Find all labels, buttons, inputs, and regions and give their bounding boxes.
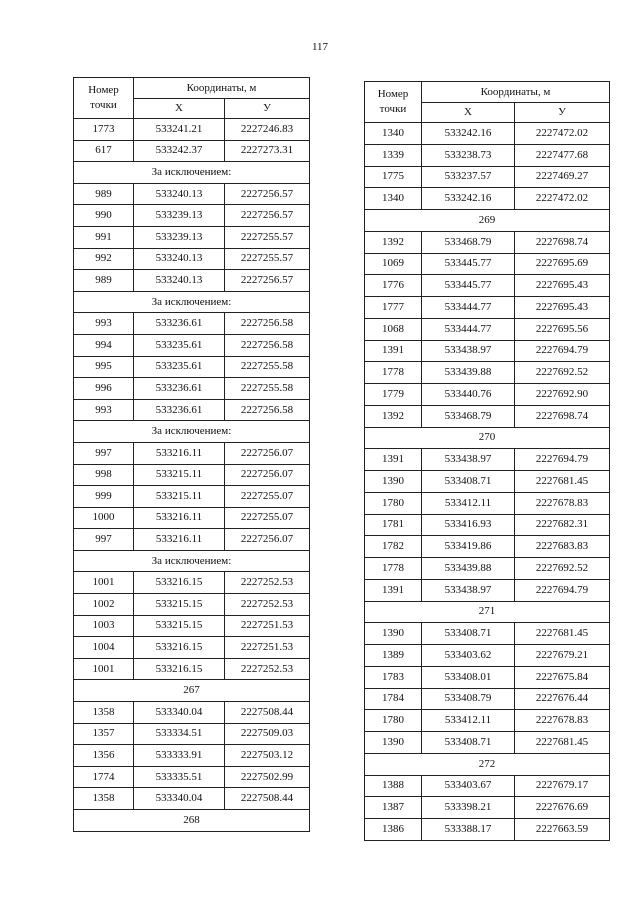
x-coordinate-cell: 533240.13: [134, 270, 225, 292]
point-number-cell: 1782: [365, 536, 422, 558]
point-number-cell: 1000: [74, 507, 134, 529]
point-number-cell: 1388: [365, 775, 422, 797]
x-coordinate-cell: 533236.61: [134, 313, 225, 335]
y-column-header: У: [225, 99, 310, 119]
table-row: [365, 797, 610, 819]
table-row: [74, 119, 310, 141]
x-coordinate-cell: 533440.76: [422, 384, 515, 406]
x-coordinate-cell: 533438.97: [422, 579, 515, 601]
table-row: [365, 666, 610, 688]
point-number-cell: 617: [74, 140, 134, 162]
x-coordinate-cell: 533239.13: [134, 205, 225, 227]
table-row: [365, 449, 610, 471]
y-coordinate-cell: 2227675.84: [515, 666, 610, 688]
table-row: [74, 205, 310, 227]
point-number-cell: 1775: [365, 166, 422, 188]
y-coordinate-cell: 2227256.07: [225, 464, 310, 486]
y-coordinate-cell: 2227679.21: [515, 645, 610, 667]
y-coordinate-cell: 2227681.45: [515, 623, 610, 645]
section-label: За исключением:: [74, 421, 310, 443]
table-row: [365, 579, 610, 601]
y-coordinate-cell: 2227682.31: [515, 514, 610, 536]
x-coordinate-cell: 533216.15: [134, 637, 225, 659]
table-row: [74, 442, 310, 464]
table-row: [74, 464, 310, 486]
y-coordinate-cell: 2227256.58: [225, 334, 310, 356]
table-row: [365, 819, 610, 841]
y-coordinate-cell: 2227255.57: [225, 248, 310, 270]
x-coordinate-cell: 533238.73: [422, 144, 515, 166]
y-coordinate-cell: 2227255.07: [225, 507, 310, 529]
y-coordinate-cell: 2227256.07: [225, 529, 310, 551]
point-number-cell: 1392: [365, 405, 422, 427]
point-number-cell: 1778: [365, 558, 422, 580]
y-coordinate-cell: 2227246.83: [225, 119, 310, 141]
table-row: [74, 615, 310, 637]
section-label: 270: [365, 427, 610, 449]
x-coordinate-cell: 533439.88: [422, 362, 515, 384]
table-row: [365, 144, 610, 166]
section-row: [74, 810, 310, 832]
y-coordinate-cell: 2227695.56: [515, 318, 610, 340]
table-row: [74, 507, 310, 529]
point-number-cell: 1774: [74, 766, 134, 788]
y-coordinate-cell: 2227692.90: [515, 384, 610, 406]
y-coordinate-cell: 2227695.69: [515, 253, 610, 275]
y-coordinate-cell: 2227508.44: [225, 788, 310, 810]
point-number-cell: 1392: [365, 231, 422, 253]
x-coordinate-cell: 533408.71: [422, 623, 515, 645]
y-coordinate-cell: 2227681.45: [515, 732, 610, 754]
point-number-cell: 1386: [365, 819, 422, 841]
point-number-cell: 1340: [365, 123, 422, 145]
point-number-cell: 996: [74, 378, 134, 400]
point-number-cell: 1390: [365, 732, 422, 754]
table-row: [74, 702, 310, 724]
point-number-cell: 1069: [365, 253, 422, 275]
x-coordinate-cell: 533333.91: [134, 745, 225, 767]
table-row: [365, 732, 610, 754]
y-coordinate-cell: 2227663.59: [515, 819, 610, 841]
table-row: [365, 188, 610, 210]
point-number-cell: 990: [74, 205, 134, 227]
y-coordinate-cell: 2227695.43: [515, 297, 610, 319]
x-coordinate-cell: 533445.77: [422, 253, 515, 275]
point-number-cell: 989: [74, 270, 134, 292]
point-number-cell: 1003: [74, 615, 134, 637]
point-number-cell: 1389: [365, 645, 422, 667]
y-coordinate-cell: 2227273.31: [225, 140, 310, 162]
x-coordinate-cell: 533438.97: [422, 449, 515, 471]
x-coordinate-cell: 533408.79: [422, 688, 515, 710]
y-coordinate-cell: 2227679.17: [515, 775, 610, 797]
y-coordinate-cell: 2227692.52: [515, 558, 610, 580]
table-row: [74, 270, 310, 292]
section-label: За исключением:: [74, 550, 310, 572]
point-number-cell: 995: [74, 356, 134, 378]
table-row: [365, 362, 610, 384]
y-coordinate-cell: 2227698.74: [515, 231, 610, 253]
point-number-cell: 1777: [365, 297, 422, 319]
x-coordinate-cell: 533215.11: [134, 464, 225, 486]
point-number-cell: 998: [74, 464, 134, 486]
section-row: [365, 427, 610, 449]
y-coordinate-cell: 2227477.68: [515, 144, 610, 166]
x-coordinate-cell: 533403.62: [422, 645, 515, 667]
y-coordinate-cell: 2227256.57: [225, 270, 310, 292]
x-coordinate-cell: 533445.77: [422, 275, 515, 297]
y-coordinate-cell: 2227676.44: [515, 688, 610, 710]
section-label: 269: [365, 210, 610, 232]
section-row: [74, 680, 310, 702]
x-coordinate-cell: 533408.71: [422, 471, 515, 493]
table-row: [74, 183, 310, 205]
table-row: [74, 637, 310, 659]
table-row: [365, 688, 610, 710]
y-coordinate-cell: 2227692.52: [515, 362, 610, 384]
y-coordinate-cell: 2227255.58: [225, 356, 310, 378]
x-coordinate-cell: 533419.86: [422, 536, 515, 558]
x-coordinate-cell: 533240.13: [134, 183, 225, 205]
section-row: [365, 753, 610, 775]
table-row: [365, 340, 610, 362]
point-number-cell: 993: [74, 313, 134, 335]
x-coordinate-cell: 533439.88: [422, 558, 515, 580]
y-coordinate-cell: 2227251.53: [225, 637, 310, 659]
point-number-cell: 999: [74, 486, 134, 508]
section-label: 271: [365, 601, 610, 623]
point-number-cell: 1783: [365, 666, 422, 688]
coordinates-table-left: [73, 77, 310, 832]
y-coordinate-cell: 2227694.79: [515, 340, 610, 362]
point-number-cell: 1781: [365, 514, 422, 536]
y-coordinate-cell: 2227698.74: [515, 405, 610, 427]
point-number-cell: 994: [74, 334, 134, 356]
x-coordinate-cell: 533241.21: [134, 119, 225, 141]
x-column-header: X: [134, 99, 225, 119]
x-coordinate-cell: 533416.93: [422, 514, 515, 536]
y-coordinate-cell: 2227252.53: [225, 594, 310, 616]
table-row: [365, 253, 610, 275]
point-number-cell: 1001: [74, 658, 134, 680]
x-coordinate-cell: 533216.15: [134, 572, 225, 594]
point-number-cell: 1339: [365, 144, 422, 166]
table-row: [365, 645, 610, 667]
point-number-cell: 1390: [365, 623, 422, 645]
y-coordinate-cell: 2227678.83: [515, 710, 610, 732]
x-coordinate-cell: 533216.11: [134, 529, 225, 551]
x-coordinate-cell: 533216.11: [134, 442, 225, 464]
section-row: [74, 291, 310, 313]
x-coordinate-cell: 533412.11: [422, 492, 515, 514]
point-number-cell: 1357: [74, 723, 134, 745]
table-row: [365, 166, 610, 188]
point-number-cell: 1002: [74, 594, 134, 616]
point-number-header: Номер точки: [365, 82, 422, 123]
x-coordinate-cell: 533215.15: [134, 615, 225, 637]
point-number-header: Номер точки: [74, 78, 134, 119]
x-coordinate-cell: 533438.97: [422, 340, 515, 362]
x-coordinate-cell: 533403.67: [422, 775, 515, 797]
y-coordinate-cell: 2227252.53: [225, 658, 310, 680]
point-number-cell: 992: [74, 248, 134, 270]
point-number-cell: 993: [74, 399, 134, 421]
table-row: [74, 723, 310, 745]
point-number-cell: 1391: [365, 579, 422, 601]
table-row: [74, 334, 310, 356]
table-row: [365, 123, 610, 145]
y-coordinate-cell: 2227683.83: [515, 536, 610, 558]
point-number-cell: 1358: [74, 702, 134, 724]
point-number-cell: 1779: [365, 384, 422, 406]
section-row: [74, 421, 310, 443]
table-row: [365, 558, 610, 580]
table-row: [365, 384, 610, 406]
table-row: [365, 297, 610, 319]
x-coordinate-cell: 533398.21: [422, 797, 515, 819]
y-coordinate-cell: 2227694.79: [515, 579, 610, 601]
table-row: [365, 405, 610, 427]
x-coordinate-cell: 533334.51: [134, 723, 225, 745]
point-number-cell: 1391: [365, 340, 422, 362]
point-number-cell: 1356: [74, 745, 134, 767]
table-row: [74, 572, 310, 594]
section-label: 267: [74, 680, 310, 702]
x-coordinate-cell: 533340.04: [134, 702, 225, 724]
x-coordinate-cell: 533236.61: [134, 399, 225, 421]
coordinates-table-right: [364, 81, 610, 841]
x-coordinate-cell: 533408.01: [422, 666, 515, 688]
point-number-cell: 997: [74, 442, 134, 464]
coordinates-header: Координаты, м: [422, 82, 610, 103]
point-number-cell: 1780: [365, 492, 422, 514]
x-coordinate-cell: 533242.16: [422, 123, 515, 145]
section-row: [365, 210, 610, 232]
x-coordinate-cell: 533215.11: [134, 486, 225, 508]
y-coordinate-cell: 2227681.45: [515, 471, 610, 493]
y-coordinate-cell: 2227694.79: [515, 449, 610, 471]
table-row: [365, 471, 610, 493]
y-coordinate-cell: 2227503.12: [225, 745, 310, 767]
y-coordinate-cell: 2227255.57: [225, 226, 310, 248]
point-number-cell: 1391: [365, 449, 422, 471]
y-coordinate-cell: 2227256.57: [225, 183, 310, 205]
x-coordinate-cell: 533235.61: [134, 356, 225, 378]
table-row: [365, 775, 610, 797]
table-row: [74, 378, 310, 400]
table-row: [365, 275, 610, 297]
y-coordinate-cell: 2227256.57: [225, 205, 310, 227]
table-row: [74, 658, 310, 680]
point-number-cell: 1001: [74, 572, 134, 594]
table-row: [365, 536, 610, 558]
point-number-cell: 1068: [365, 318, 422, 340]
section-row: [74, 162, 310, 184]
x-column-header: X: [422, 103, 515, 123]
point-number-cell: 1340: [365, 188, 422, 210]
section-row: [365, 601, 610, 623]
y-coordinate-cell: 2227256.58: [225, 399, 310, 421]
y-coordinate-cell: 2227472.02: [515, 123, 610, 145]
y-coordinate-cell: 2227255.07: [225, 486, 310, 508]
table-row: [74, 766, 310, 788]
x-coordinate-cell: 533237.57: [422, 166, 515, 188]
table-row: [365, 492, 610, 514]
table-row: [365, 231, 610, 253]
point-number-cell: 1784: [365, 688, 422, 710]
table-row: [365, 710, 610, 732]
point-number-cell: 1387: [365, 797, 422, 819]
section-label: 268: [74, 810, 310, 832]
table-row: [74, 356, 310, 378]
point-number-cell: 997: [74, 529, 134, 551]
table-row: [74, 529, 310, 551]
x-coordinate-cell: 533239.13: [134, 226, 225, 248]
x-coordinate-cell: 533468.79: [422, 405, 515, 427]
y-coordinate-cell: 2227472.02: [515, 188, 610, 210]
section-row: [74, 550, 310, 572]
x-coordinate-cell: 533242.37: [134, 140, 225, 162]
y-coordinate-cell: 2227676.69: [515, 797, 610, 819]
x-coordinate-cell: 533388.17: [422, 819, 515, 841]
x-coordinate-cell: 533408.71: [422, 732, 515, 754]
y-coordinate-cell: 2227469.27: [515, 166, 610, 188]
section-label: За исключением:: [74, 162, 310, 184]
y-coordinate-cell: 2227508.44: [225, 702, 310, 724]
section-label: 272: [365, 753, 610, 775]
x-coordinate-cell: 533412.11: [422, 710, 515, 732]
y-coordinate-cell: 2227256.07: [225, 442, 310, 464]
table-row: [74, 486, 310, 508]
table-row: [74, 140, 310, 162]
point-number-cell: 1773: [74, 119, 134, 141]
table-row: [365, 623, 610, 645]
y-coordinate-cell: 2227256.58: [225, 313, 310, 335]
table-row: [74, 594, 310, 616]
table-row: [74, 248, 310, 270]
table-row: [74, 226, 310, 248]
x-coordinate-cell: 533216.15: [134, 658, 225, 680]
x-coordinate-cell: 533444.77: [422, 318, 515, 340]
point-number-cell: 989: [74, 183, 134, 205]
x-coordinate-cell: 533468.79: [422, 231, 515, 253]
y-coordinate-cell: 2227678.83: [515, 492, 610, 514]
table-row: [365, 318, 610, 340]
x-coordinate-cell: 533335.51: [134, 766, 225, 788]
point-number-cell: 1358: [74, 788, 134, 810]
section-label: За исключением:: [74, 291, 310, 313]
point-number-cell: 1778: [365, 362, 422, 384]
point-number-cell: 1390: [365, 471, 422, 493]
x-coordinate-cell: 533235.61: [134, 334, 225, 356]
y-coordinate-cell: 2227695.43: [515, 275, 610, 297]
y-coordinate-cell: 2227255.58: [225, 378, 310, 400]
table-row: [74, 788, 310, 810]
y-coordinate-cell: 2227251.53: [225, 615, 310, 637]
y-coordinate-cell: 2227252.53: [225, 572, 310, 594]
x-coordinate-cell: 533444.77: [422, 297, 515, 319]
coordinates-header: Координаты, м: [134, 78, 310, 99]
table-row: [74, 313, 310, 335]
table-row: [74, 745, 310, 767]
x-coordinate-cell: 533340.04: [134, 788, 225, 810]
point-number-cell: 1780: [365, 710, 422, 732]
point-number-cell: 1004: [74, 637, 134, 659]
page-number: 117: [311, 41, 329, 53]
y-coordinate-cell: 2227502.99: [225, 766, 310, 788]
point-number-cell: 1776: [365, 275, 422, 297]
y-coordinate-cell: 2227509.03: [225, 723, 310, 745]
x-coordinate-cell: 533216.11: [134, 507, 225, 529]
x-coordinate-cell: 533236.61: [134, 378, 225, 400]
x-coordinate-cell: 533215.15: [134, 594, 225, 616]
table-row: [74, 399, 310, 421]
point-number-cell: 991: [74, 226, 134, 248]
table-row: [365, 514, 610, 536]
x-coordinate-cell: 533240.13: [134, 248, 225, 270]
y-column-header: У: [515, 103, 610, 123]
x-coordinate-cell: 533242.16: [422, 188, 515, 210]
